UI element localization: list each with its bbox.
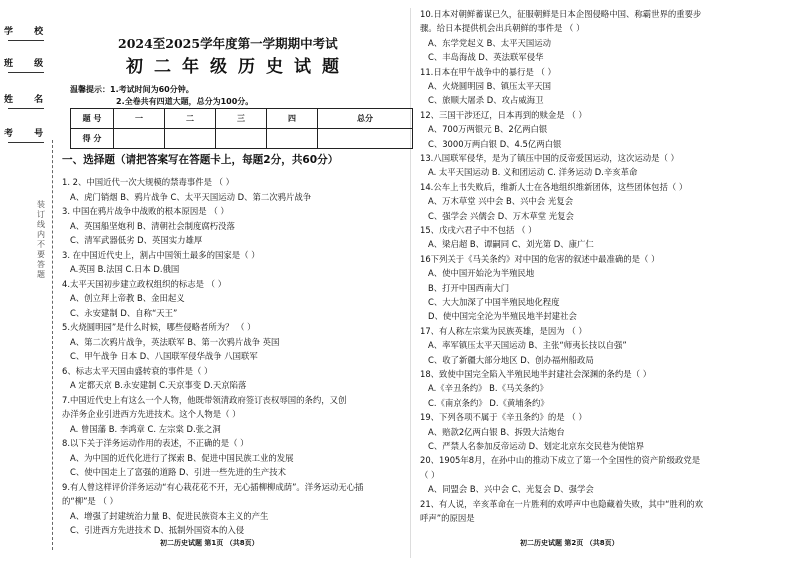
question-line: C、强学会 兴儒会 D、万木草堂 光复会 xyxy=(428,210,574,221)
question-line: A、使中国开始沦为半殖民地 xyxy=(428,268,535,279)
class-label: 班 级 xyxy=(4,59,53,69)
question-line: 12、三国干涉还辽，日本再到的赎金是 （ ） xyxy=(420,109,587,120)
binding-dashed-line xyxy=(52,140,53,550)
question-line: A、梁启超 B、谭嗣同 C、刘光第 D、康广仁 xyxy=(428,239,594,250)
question-line: A.《辛丑条约》 B.《马关条约》 xyxy=(428,383,548,394)
question-line: A、万木草堂 兴中会 B、兴中会 光复会 xyxy=(428,196,574,207)
question-line: 的“柳”是 （ ） xyxy=(62,496,118,506)
question-line: A、同盟会 B、兴中会 C、光复会 D、强学会 xyxy=(428,484,594,495)
score-cell[interactable] xyxy=(114,129,165,149)
name-field[interactable] xyxy=(8,108,44,109)
question-line: 1. 2、中国近代一次大规模的禁毒事件是 （ ） xyxy=(62,177,235,187)
question-line: C、旅顺大屠杀 D、攻占威海卫 xyxy=(428,95,544,106)
question-line: C、3000万两白银 D、4.5亿两白银 xyxy=(428,138,562,149)
question-line: C、收了新疆大部分地区 D、创办福州船政局 xyxy=(428,354,594,365)
question-line: 14.公车上书失败后，维新人士在各地组织维新团体，这些团体包括（ ） xyxy=(420,181,688,192)
question-line: 9.有人曾这样评价洋务运动“有心栽花花不开，无心插柳柳成荫”。洋务运动无心插 xyxy=(62,481,364,492)
question-line: A、东学党起义 B、太平天国运动 xyxy=(428,37,552,48)
question-line: B、打开中国西南大门 xyxy=(428,282,510,293)
question-line: 20、1905年8月，在孙中山的推动下成立了第一个全国性的资产阶级政党是 xyxy=(420,455,701,466)
question-line: C、严禁人名参加反帝运动 D、划定北京东交民巷为使馆界 xyxy=(428,441,644,451)
class-field[interactable] xyxy=(8,72,44,73)
score-header-cell: 一 xyxy=(114,109,165,129)
question-line: A. 太平天国运动 B. 义和团运动 C. 洋务运动 D.辛亥革命 xyxy=(428,167,638,178)
score-cell[interactable] xyxy=(216,129,267,149)
question-line: 骤。给日本提供机会出兵朝鲜的事件是 （ ） xyxy=(420,23,585,34)
question-line: 21、有人说，辛亥革命在一片胜利的欢呼声中也隐藏着失败，其中“胜利的欢 xyxy=(420,498,703,509)
question-line: C、甲午战争 日本 D、八国联军侵华战争 八国联军 xyxy=(70,351,258,361)
score-header-cell: 二 xyxy=(165,109,216,129)
question-line: 呼声”的原因是 xyxy=(420,513,475,523)
question-line: 6、标志太平天国由盛转衰的事件是（ ） xyxy=(62,365,213,376)
question-line: A. 曾国藩 B. 李鸿章 C. 左宗棠 D.张之洞 xyxy=(70,423,221,434)
question-line: A、英国船坚炮利 B、清朝社会制度腐朽没落 xyxy=(70,220,235,231)
question-line: C、使中国走上了富强的道路 D、引进一些先进的生产技术 xyxy=(70,467,286,477)
question-line: A 定都天京 B.永安建制 C.天京事变 D.天京陷落 xyxy=(70,380,247,390)
score-cell[interactable] xyxy=(267,129,318,149)
question-line: C、大大加深了中国半殖民地化程度 xyxy=(428,297,560,307)
question-line: A、火烧圆明园 B、镇压太平天国 xyxy=(428,81,552,91)
question-line: 16下列关于《马关条约》对中国的危害的叙述中最准确的是（ ） xyxy=(420,253,660,264)
footer-page-1: 初二历史试题 第1页 （共8页） xyxy=(160,539,259,547)
question-line: A、率军镇压太平天国运动 B、主张“师夷长技以自强” xyxy=(428,340,627,351)
question-line: C、丰岛海战 D、英法联军侵华 xyxy=(428,52,544,63)
score-table xyxy=(70,108,413,149)
question-line: A、700万两银元 B、2亿两白银 xyxy=(428,124,548,135)
question-line: 18、致使中国完全陷入半殖民地半封建社会深渊的条约是（ ） xyxy=(420,369,652,379)
score-row-label: 得 分 xyxy=(71,129,114,149)
score-header-cell: 题 号 xyxy=(71,109,114,129)
question-line: 19、下列各项不属于《辛丑条约》的是 （ ） xyxy=(420,412,587,423)
question-line: C.《南京条约》 D.《黄埔条约》 xyxy=(428,397,549,408)
question-line: （ ） xyxy=(420,469,440,480)
score-header-cell: 总分 xyxy=(318,109,413,129)
score-cell[interactable] xyxy=(165,129,216,149)
question-line: 8.以下关于洋务运动作用的表述，不正确的是（ ） xyxy=(62,438,249,448)
question-line: A、创立拜上帝教 B、金田起义 xyxy=(70,293,185,303)
school-label: 学 校 xyxy=(4,27,53,37)
question-line: A、增强了封建统治力量 B、促进民族资本主义的产生 xyxy=(70,510,269,521)
question-line: A、第二次鸦片战争，英法联军 B、第一次鸦片战争 英国 xyxy=(70,336,280,347)
score-header-cell: 三 xyxy=(216,109,267,129)
name-label: 姓 名 xyxy=(4,95,53,105)
exam-number-field[interactable] xyxy=(8,142,44,143)
score-table-score-row xyxy=(71,129,413,149)
question-line: A、虎门销烟 B、鸦片战争 C、太平天国运动 D、第二次鸦片战争 xyxy=(70,191,312,202)
question-line: D、使中国完全沦为半殖民地半封建社会 xyxy=(428,311,577,322)
binding-sidebar xyxy=(0,0,58,564)
question-line: 17、有人称左宗棠为民族英雄，是因为 （ ） xyxy=(420,325,587,336)
question-line: 办洋务企业引进西方先进技术。这个人物是（ ） xyxy=(62,409,241,419)
section-1-heading: 一、选择题（请把答案写在答题卡上，每题2分，共60分） xyxy=(62,154,339,166)
question-line: A、为中国的近代化进行了探索 B、促进中国民族工业的发展 xyxy=(70,452,294,463)
exam-number-label: 考 号 xyxy=(4,129,53,139)
score-header-cell: 四 xyxy=(267,109,318,129)
question-line: A.英国 B.法国 C.日本 D.俄国 xyxy=(70,264,180,274)
exam-title: 2024至2025学年度第一学期期中考试 xyxy=(118,36,338,51)
school-field[interactable] xyxy=(8,40,44,41)
question-line: 3. 中国在鸦片战争中战败的根本原因是 （ ） xyxy=(62,206,229,216)
score-cell[interactable] xyxy=(318,129,413,149)
question-line: C、永安建制 D、自称“天王” xyxy=(70,307,178,318)
binding-line-notice: 装订线内不要答题 xyxy=(37,200,45,279)
question-line: 4.太平天国初步建立政权组织的标志是 （ ） xyxy=(62,278,227,289)
tip-line-1: 温馨提示：1.考试时间为60分钟。 xyxy=(70,85,194,94)
page-divider xyxy=(410,8,411,558)
question-line: 13.八国联军侵华，是为了镇压中国的反帝爱国运动，这次运动是（ ） xyxy=(420,153,679,163)
question-line: C、引进西方先进技术 D、抵制外国资本的入侵 xyxy=(70,525,245,535)
score-table-header-row xyxy=(71,109,413,129)
question-line: 11.日本在甲午战争中的暴行是 （ ） xyxy=(420,66,556,77)
question-line: 15、戊戌六君子中不包括 （ ） xyxy=(420,225,537,235)
footer-page-2: 初二历史试题 第2页 （共8页） xyxy=(520,539,619,547)
tip-line-2: 2.全卷共有四道大题，总分为100分。 xyxy=(116,97,254,106)
question-line: 3. 在中国近代史上，割占中国领土最多的国家是（ ） xyxy=(62,249,260,260)
question-line: 7.中国近代史上有这么一个人物，他既带领清政府签订丧权辱国的条约，又创 xyxy=(62,394,347,405)
question-line: A、赔款2亿两白银 B、拆毁大沽炮台 xyxy=(428,426,565,437)
question-line: 5.火烧圆明园”是什么时候，哪些侵略者所为？ （ ） xyxy=(62,322,256,332)
question-line: C、清军武器低劣 D、英国实力雄厚 xyxy=(70,235,203,245)
question-line: 10.日本对朝鲜蓄谋已久，征服朝鲜是日本企图侵略中国、称霸世界的重要步 xyxy=(420,9,702,19)
exam-subject-title: 初二年级历史试题 xyxy=(126,57,350,77)
